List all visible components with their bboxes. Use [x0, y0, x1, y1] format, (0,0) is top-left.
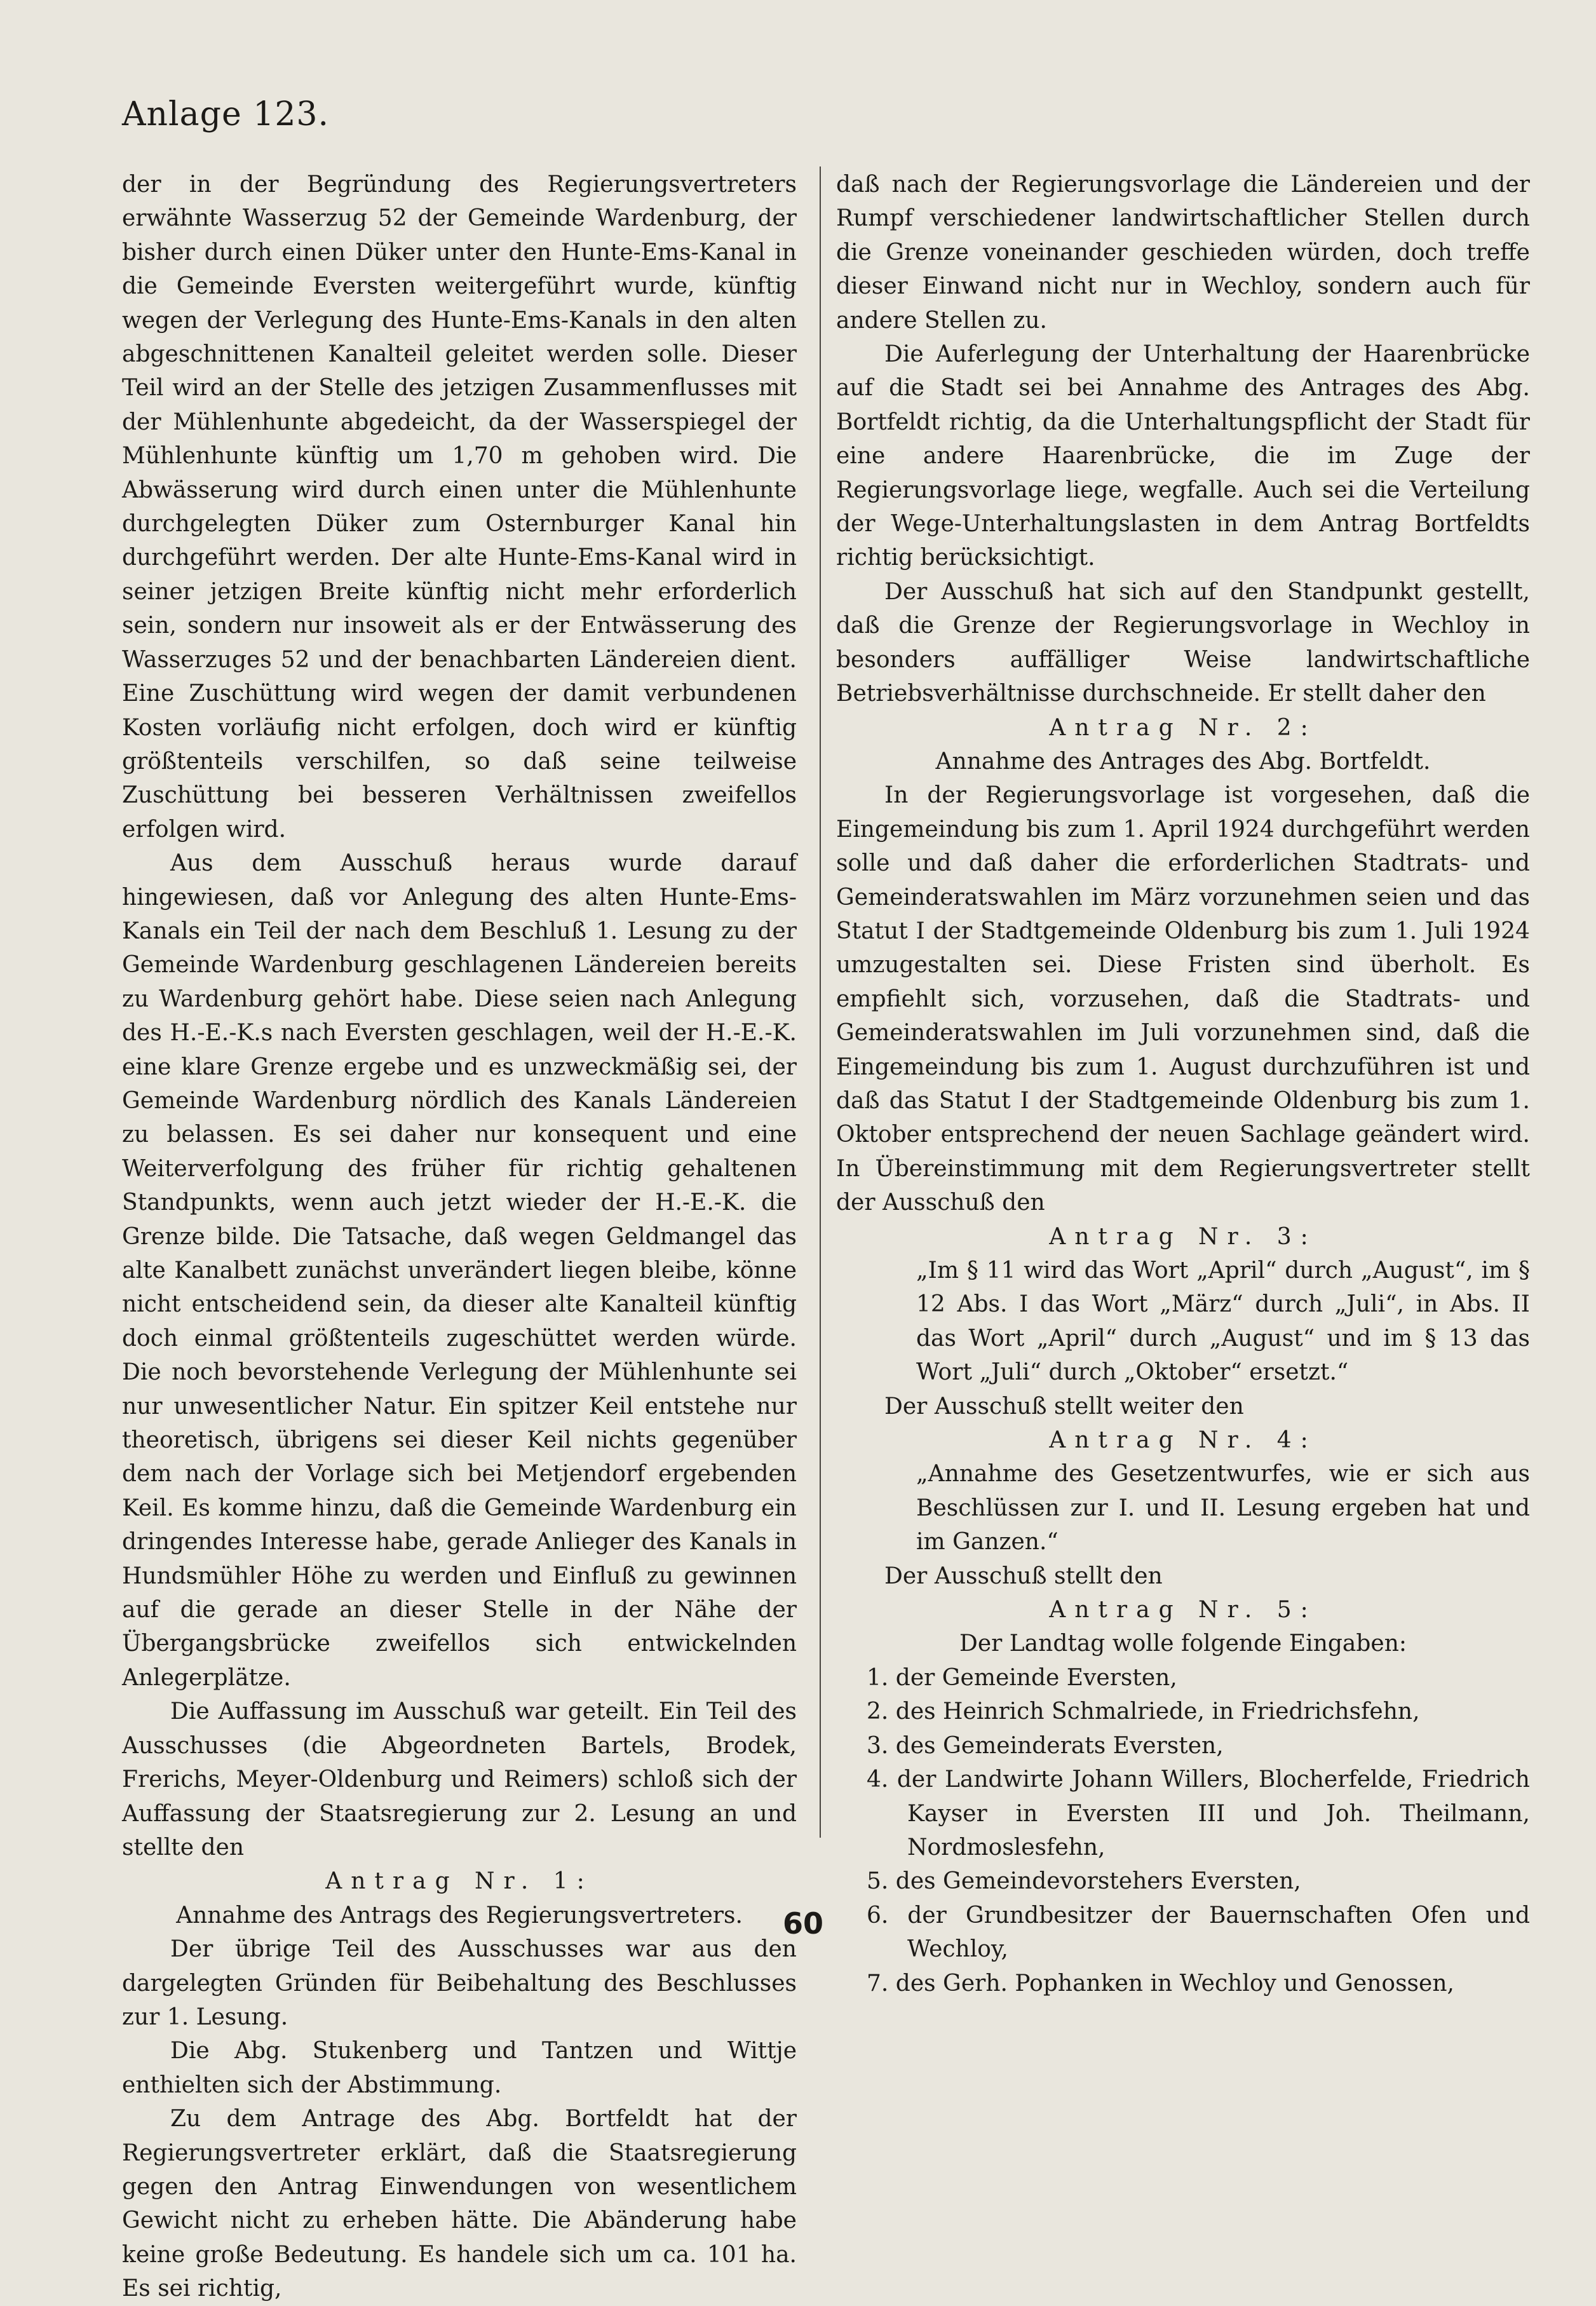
page-header: Anlage 123.: [122, 95, 330, 133]
antrag-heading: Antrag Nr. 1:: [325, 1868, 593, 1895]
list-item: 6. der Grundbesitzer der Bauernschaften Ofen und Wechloy,: [867, 1902, 1530, 1963]
antrag-text: Annahme des Antrages des Abg. Bortfeldt.: [935, 748, 1431, 775]
list-item: 4. der Landwirte Johann Willers, Blocherfelde, Friedrich Kayser in Eversten III und Joh. Theilmann, Nordmoslesfehn,: [867, 1767, 1530, 1861]
page-number: 60: [783, 1906, 824, 1941]
list-item: 2. des Heinrich Schmalriede, in Friedrichsfehn,: [867, 1699, 1420, 1725]
antrag-heading: Antrag Nr. 5:: [1049, 1597, 1317, 1624]
paragraph: Der Ausschuß stellt weiter den: [884, 1393, 1244, 1420]
antrag-text: „Annahme des Gesetzentwurfes, wie er sich aus Beschlüssen zur I. und II. Lesung ergeben hat und im Ganzen.“: [916, 1461, 1530, 1556]
antrag-text: „Im § 11 wird das Wort „April“ durch „August“, im § 12 Abs. I das Wort „März“ durch „Juli“, in Abs. II das Wort „April“ durch „August“ und im § 13 das Wort „Juli“ durch „Oktober“ ersetzt.“: [916, 1258, 1530, 1386]
list-item: 5. des Gemeindevorstehers Eversten,: [867, 1868, 1301, 1895]
antrag-heading: Antrag Nr. 4:: [1049, 1427, 1317, 1454]
antrag-text: Der Landtag wolle folgende Eingaben:: [959, 1631, 1407, 1657]
eingaben-list: [836, 1661, 1530, 2000]
paragraph: der in der Begründung des Regierungsvertreters erwähnte Wasserzug 52 der Gemeinde Wardenburg, der bisher durch einen Düker unter den Hunte-Ems-Kanal in die Gemeinde Eversten weitergeführt wurde, künftig wegen der Verlegung des Hunte-Ems-Kanals in den alten abgeschnittenen Kanalteil geleitet werden solle. Dieser Teil wird an der Stelle des jetzigen Zusammenflusses mit der Mühlenhunte abgedeicht, da der Wasserspiegel der Mühlenhunte künftig um 1,70 m gehoben wird. Die Abwässerung wird durch einen unter die Mühlenhunte durchgelegten Düker zum Osternburger Kanal hin durchgeführt werden. Der alte Hunte-Ems-Kanal wird in seiner jetzigen Breite künftig nicht mehr erforderlich sein, sondern nur insoweit als er der Entwässerung des Wasserzuges 52 und der benachbarten Ländereien dient. Eine Zuschüttung wird wegen der damit verbundenen Kosten vorläufig nicht erfolgen, doch wird er künftig größtenteils verschilfen, so daß seine teilweise Zuschüttung bei besseren Verhältnissen zweifellos erfolgen wird.: [122, 172, 797, 843]
paragraph: Zu dem Antrage des Abg. Bortfeldt hat der Regierungsvertreter erklärt, daß die Staatsregierung gegen den Antrag Einwendungen von wesentlichem Gewicht nicht zu erheben hätte. Die Abänderung habe keine große Bedeutung. Es handele sich um ca. 101 ha. Es sei richtig,: [122, 2106, 797, 2302]
antrag-text: Annahme des Antrags des Regierungsvertreters.: [176, 1902, 743, 1929]
right-column: [836, 168, 1530, 2000]
paragraph: Der Ausschuß hat sich auf den Standpunkt gestellt, daß die Grenze der Regierungsvorlage in Wechloy in besonders auffälliger Weise landwirtschaftliche Betriebsverhältnisse durchschneide. Er stellt daher den: [836, 578, 1530, 707]
paragraph: Aus dem Ausschuß heraus wurde darauf hingewiesen, daß vor Anlegung des alten Hunte-Ems-Kanals ein Teil der nach dem Beschluß 1. Lesung zu der Gemeinde Wardenburg geschlagenen Ländereien bereits zu Wardenburg gehört habe. Diese seien nach Anlegung des H.-E.-K.s nach Eversten geschlagen, weil der H.-E.-K. eine klare Grenze ergebe und es unzweckmäßig sei, der Gemeinde Wardenburg nördlich des Kanals Ländereien zu belassen. Es sei daher nur konsequent und eine Weiterverfolgung des früher für richtig gehaltenen Standpunkts, wenn auch jetzt wieder der H.-E.-K. die Grenze bilde. Die Tatsache, daß wegen Geldmangel das alte Kanalbett zunächst unverändert liegen bleibe, könne nicht entscheidend sein, da dieser alte Kanalteil künftig doch einmal größtenteils zugeschüttet werden würde. Die noch bevorstehende Verlegung der Mühlenhunte sei nur unwesentlicher Natur. Ein spitzer Keil entstehe nur theoretisch, übrigens sei dieser Keil nichts gegenüber dem nach der Vorlage sich bei Metjendorf ergebenden Keil. Es komme hinzu, daß die Gemeinde Wardenburg ein dringendes Interesse habe, gerade Anlieger des Kanals in Hundsmühler Höhe zu werden und Einfluß zu gewinnen auf die gerade an dieser Stelle in der Nähe der Übergangsbrücke zweifellos sich entwickelnden Anlegerplätze.: [122, 850, 797, 1691]
column-divider: [820, 166, 821, 1838]
left-column: [122, 168, 797, 2306]
paragraph: Die Abg. Stukenberg und Tantzen und Wittje enthielten sich der Abstimmung.: [122, 2038, 797, 2098]
paragraph: Die Auferlegung der Unterhaltung der Haarenbrücke auf die Stadt sei bei Annahme des Antrages des Abg. Bortfeldt richtig, da die Unterhaltungspflicht der Stadt für eine andere Haarenbrücke, die im Zuge der Regierungsvorlage liege, wegfalle. Auch sei die Verteilung der Wege-Unterhaltungslasten in dem Antrag Bortfeldts richtig berücksichtigt.: [836, 341, 1530, 571]
list-item: 7. des Gerh. Pophanken in Wechloy und Genossen,: [867, 1970, 1454, 1997]
list-item: 3. des Gemeinderats Eversten,: [867, 1732, 1224, 1759]
paragraph: In der Regierungsvorlage ist vorgesehen, daß die Eingemeindung bis zum 1. April 1924 durchgeführt werden solle und daß daher die erforderlichen Stadtrats- und Gemeinderatswahlen im März vorzunehmen seien und das Statut I der Stadtgemeinde Oldenburg bis zum 1. Juli 1924 umzugestalten sei. Diese Fristen sind überholt. Es empfiehlt sich, vorzusehen, daß die Stadtrats- und Gemeinderatswahlen im Juli vorzunehmen sind, daß die Eingemeindung bis zum 1. August durchzuführen ist und daß das Statut I der Stadtgemeinde Oldenburg bis zum 1. Oktober entsprechend der neuen Sachlage geändert wird. In Übereinstimmung mit dem Regierungsvertreter stellt der Ausschuß den: [836, 782, 1530, 1216]
paragraph: daß nach der Regierungsvorlage die Ländereien und der Rumpf verschiedener landwirtschaftlicher Stellen durch die Grenze voneinander geschieden würden, doch treffe dieser Einwand nicht nur in Wechloy, sondern auch für andere Stellen zu.: [836, 172, 1530, 334]
paragraph: Die Auffassung im Ausschuß war geteilt. Ein Teil des Ausschusses (die Abgeordneten Bartels, Brodek, Frerichs, Meyer-Oldenburg und Reimers) schloß sich der Auffassung der Staatsregierung zur 2. Lesung an und stellte den: [122, 1699, 797, 1861]
antrag-heading: Antrag Nr. 2:: [1049, 714, 1317, 741]
antrag-heading: Antrag Nr. 3:: [1049, 1223, 1317, 1250]
list-item: 1. der Gemeinde Eversten,: [867, 1664, 1177, 1691]
paragraph: Der übrige Teil des Ausschusses war aus den dargelegten Gründen für Beibehaltung des Beschlusses zur 1. Lesung.: [122, 1936, 797, 2030]
paragraph: Der Ausschuß stellt den: [884, 1563, 1163, 1589]
